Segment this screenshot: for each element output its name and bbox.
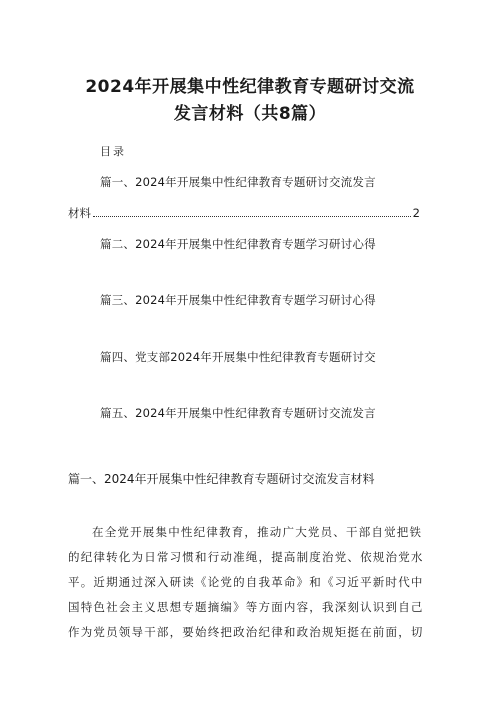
toc-entry-2[interactable]: 篇二、2024年开展集中性纪律教育专题学习研讨心得 (100, 237, 376, 251)
document-title-line-2: 发言材料（共8篇） (173, 104, 327, 124)
toc-dot-leader (93, 216, 411, 217)
toc-entry-1-continuation[interactable] (68, 205, 420, 221)
body-paragraph-line: 作为党员领导干部，要始终把政治纪律和政治规矩挺在前面，切 (68, 625, 424, 639)
toc-entry-4[interactable]: 篇四、党支部2024年开展集中性纪律教育专题研讨交 (100, 350, 376, 364)
toc-entry-1-page-number: 2 (412, 206, 420, 220)
body-paragraph-line: 平。近期通过深入研读《论党的自我革命》和《习近平新时代中 (68, 575, 424, 589)
body-paragraph-line: 国特色社会主义思想专题摘编》等方面内容，我深刻认识到自己 (68, 600, 424, 614)
body-paragraph-line: 的纪律转化为日常习惯和行动准绳，提高制度治党、依规治党水 (68, 550, 424, 564)
toc-entry-3[interactable]: 篇三、2024年开展集中性纪律教育专题学习研讨心得 (100, 293, 376, 307)
body-paragraph-line: 在全党开展集中性纪律教育，推动广大党员、干部自觉把铁 (92, 525, 423, 539)
toc-entry-5[interactable]: 篇五、2024年开展集中性纪律教育专题研讨交流发言 (100, 406, 376, 420)
toc-heading: 目录 (100, 145, 126, 158)
toc-entry-1-continuation-text: 材料 (68, 206, 91, 220)
document-title-line-1: 2024年开展集中性纪律教育专题研讨交流 (85, 77, 415, 97)
toc-entry-1[interactable]: 篇一、2024年开展集中性纪律教育专题研讨交流发言 (100, 175, 376, 189)
section-heading: 篇一、2024年开展集中性纪律教育专题研讨交流发言材料 (68, 472, 375, 486)
